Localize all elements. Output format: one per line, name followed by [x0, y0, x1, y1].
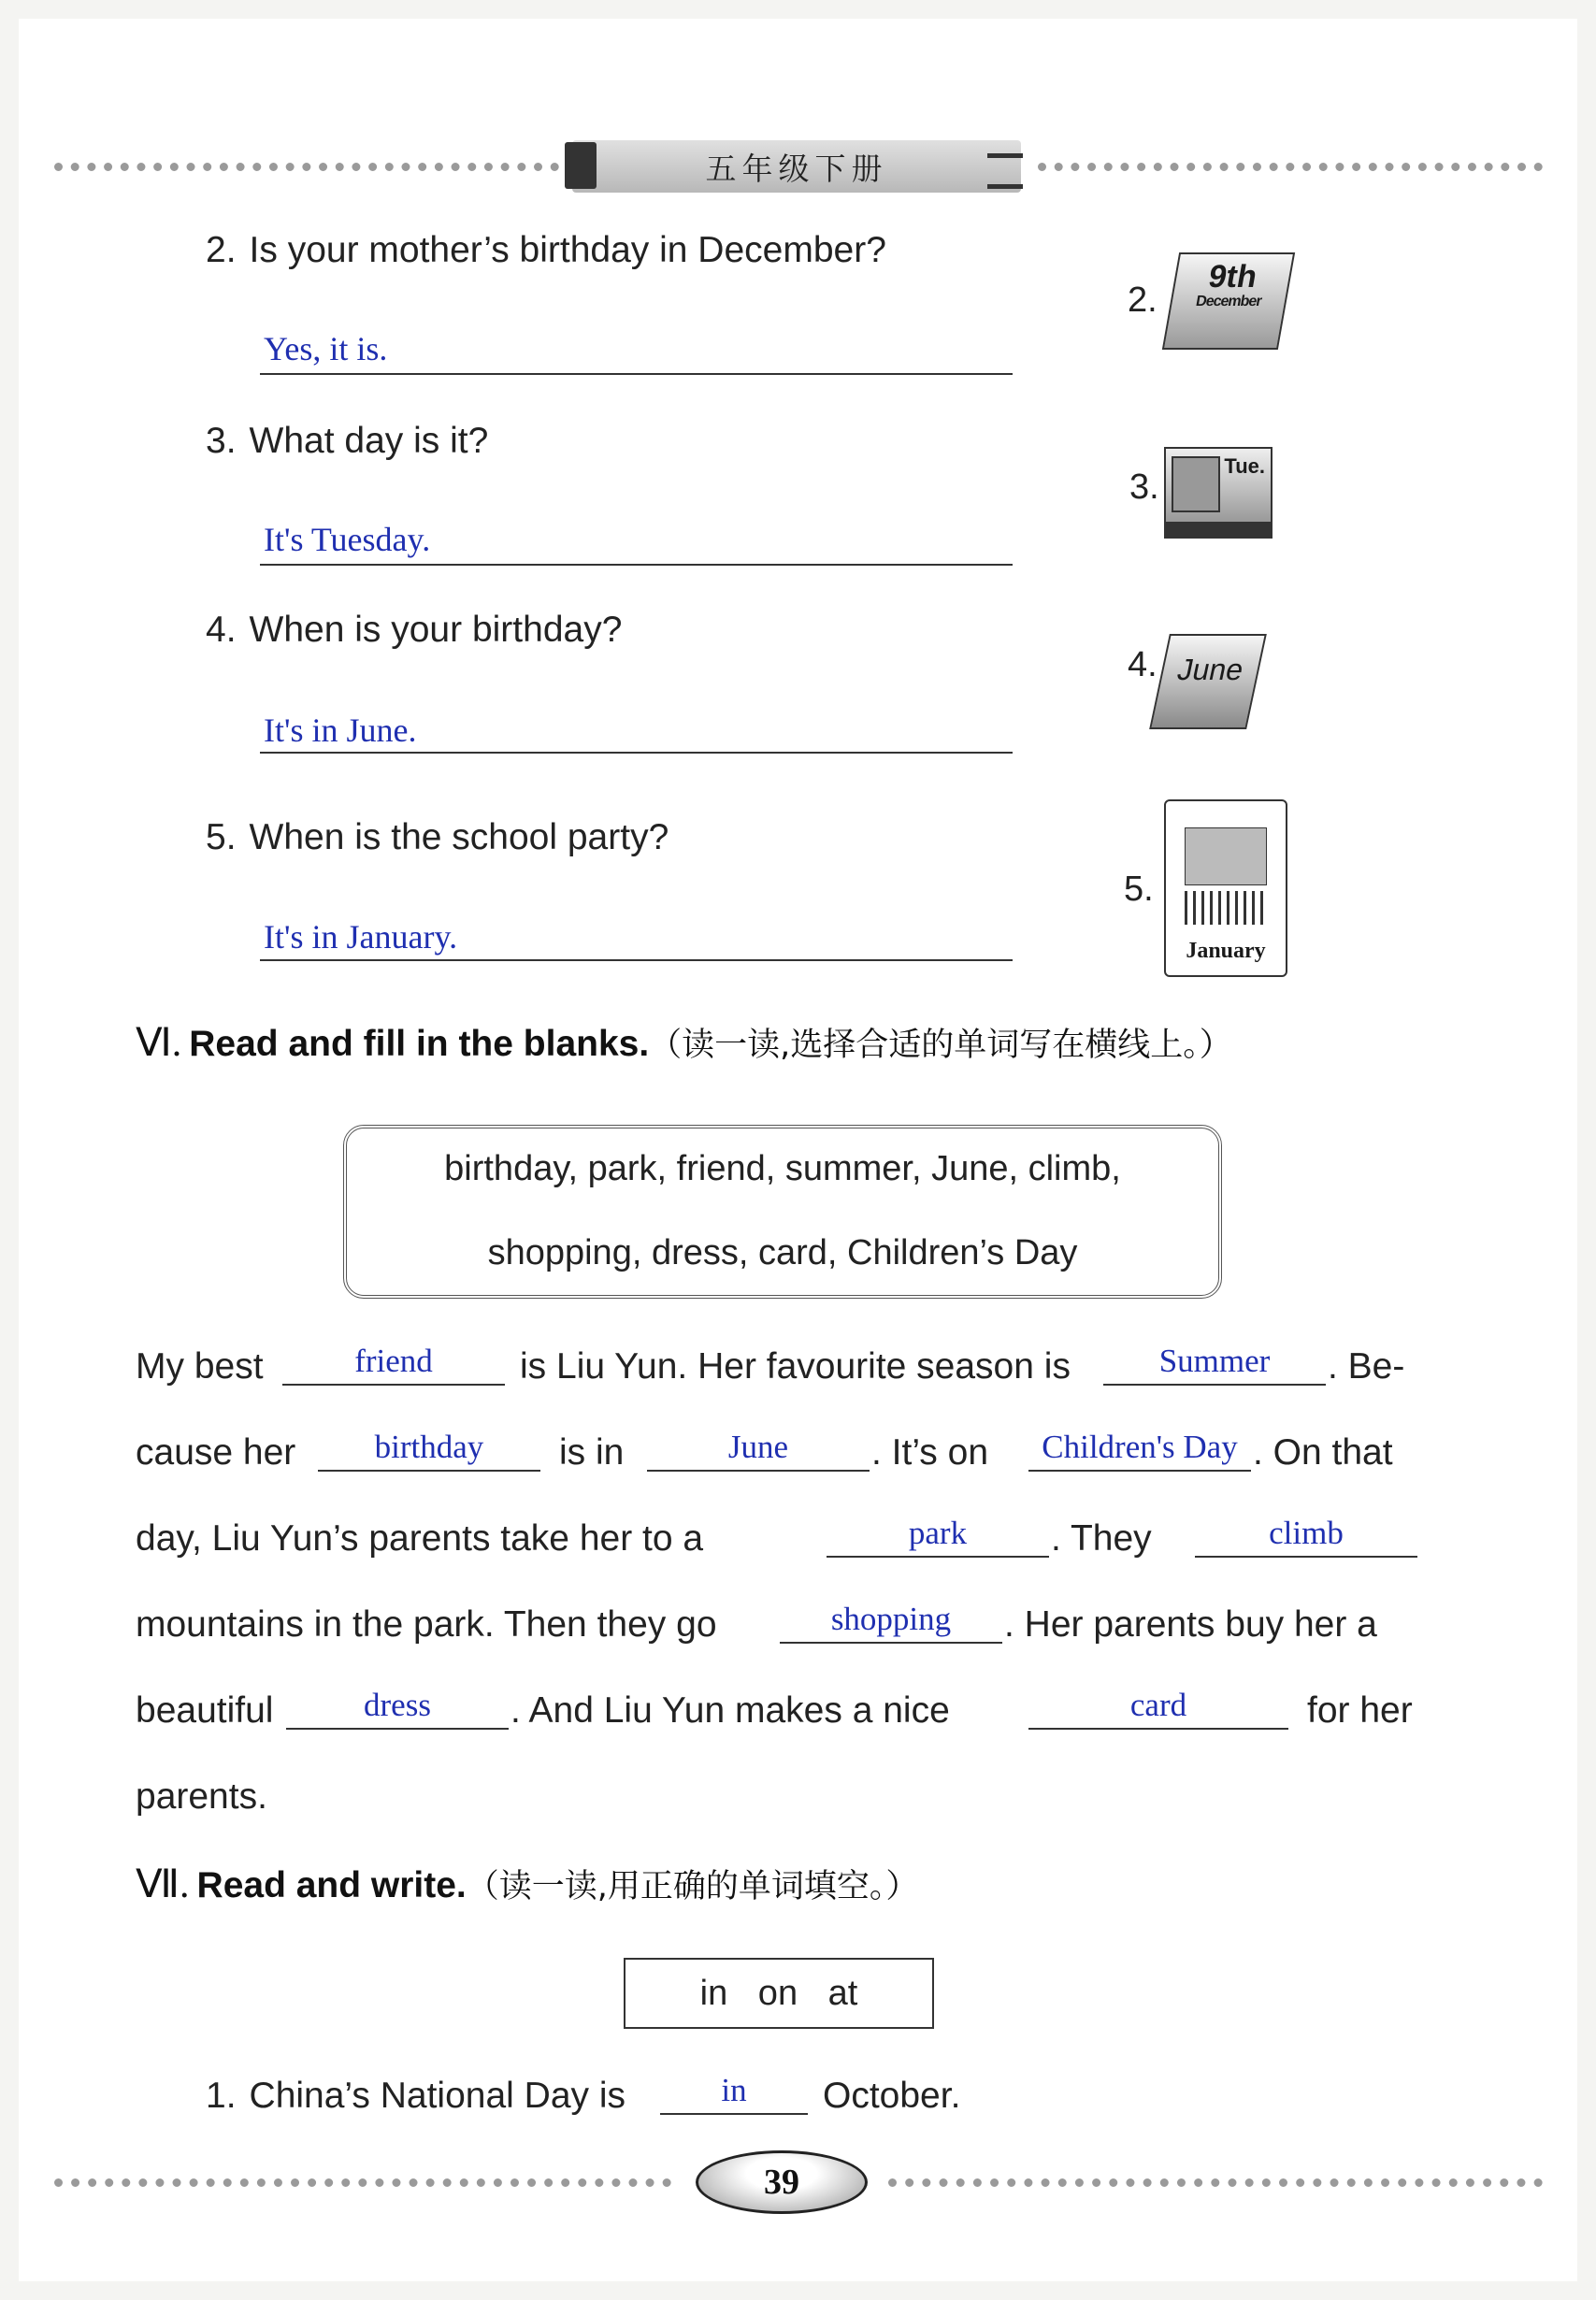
- answer-4: It's in June.: [264, 712, 417, 749]
- page-number: 39: [696, 2150, 868, 2214]
- header-dots-left: [54, 163, 559, 171]
- passage-text: . Be-: [1328, 1346, 1405, 1387]
- answer-2: Yes, it is.: [264, 330, 388, 367]
- picture-label-5: 5.: [1124, 870, 1154, 909]
- blank-park[interactable]: park: [827, 1515, 1049, 1558]
- blank-climb[interactable]: climb: [1195, 1515, 1417, 1558]
- calendar-9th-december-picture: 9th December: [1162, 252, 1295, 350]
- choice-box: in on at: [624, 1958, 934, 2029]
- footer-dots-left: [54, 2178, 671, 2187]
- blank-june[interactable]: June: [647, 1429, 870, 1472]
- question-3: 3. What day is it?: [206, 421, 489, 461]
- section-7-title: Ⅶ. Read and write.（读一读,用正确的单词填空。）: [136, 1863, 919, 1906]
- passage-text: . And Liu Yun makes a nice: [510, 1690, 950, 1731]
- passage-text: is Liu Yun. Her favourite season is: [520, 1346, 1071, 1387]
- blank-dress[interactable]: dress: [286, 1687, 509, 1730]
- footer-dots-right: [888, 2178, 1543, 2187]
- answer-5: It's in January.: [264, 918, 458, 956]
- blank-friend[interactable]: friend: [282, 1343, 505, 1386]
- word-bank-line-1: birthday, park, friend, summer, June, climb,: [444, 1149, 1121, 1188]
- calendar-june-picture: June: [1149, 634, 1267, 729]
- question-7-1-end: October.: [823, 2076, 961, 2116]
- passage-text: beautiful: [136, 1690, 274, 1731]
- blank-card[interactable]: card: [1028, 1687, 1288, 1730]
- desk-calendar-tuesday-picture: Tue.: [1164, 447, 1272, 539]
- book-title-banner: [572, 140, 1021, 193]
- question-5: 5. When is the school party?: [206, 817, 669, 857]
- blank-childrens-day[interactable]: Children's Day: [1028, 1429, 1251, 1472]
- header-dots-right: [1038, 163, 1543, 171]
- question-4: 4. When is your birthday?: [206, 610, 623, 650]
- word-bank-line-2: shopping, dress, card, Children’s Day: [487, 1233, 1078, 1272]
- word-bank-box: [343, 1125, 1222, 1299]
- picture-label-2: 2.: [1128, 280, 1157, 320]
- answer-3: It's Tuesday.: [264, 521, 431, 558]
- passage-text: My best: [136, 1346, 264, 1387]
- passage-text: mountains in the park. Then they go: [136, 1604, 717, 1645]
- picture-label-4: 4.: [1128, 645, 1157, 684]
- passage-text: . Her parents buy her a: [1004, 1604, 1377, 1645]
- blank-birthday[interactable]: birthday: [318, 1429, 540, 1472]
- question-2: 2. Is your mother’s birthday in December?: [206, 230, 886, 270]
- blank-shopping[interactable]: shopping: [780, 1601, 1002, 1644]
- book-title: 五年级下册: [705, 150, 888, 187]
- passage-text: for her: [1307, 1690, 1413, 1731]
- book-icon: [565, 142, 597, 189]
- book-icon-right: [987, 153, 1023, 189]
- passage-text: day, Liu Yun’s parents take her to a: [136, 1518, 704, 1559]
- blank-summer[interactable]: Summer: [1103, 1343, 1326, 1386]
- picture-label-3: 3.: [1129, 467, 1159, 507]
- passage-text: parents.: [136, 1776, 267, 1817]
- question-7-1: 1. China’s National Day is: [206, 2076, 626, 2116]
- passage-text: is in: [559, 1432, 625, 1473]
- passage-text: . They: [1051, 1518, 1152, 1559]
- blank-national-day[interactable]: in: [660, 2072, 808, 2115]
- passage-text: . It’s on: [871, 1432, 989, 1473]
- passage-text: cause her: [136, 1432, 296, 1473]
- wall-calendar-january-picture: January: [1164, 799, 1287, 977]
- section-6-title: Ⅵ. Read and fill in the blanks.（读一读,选择合适的单词写在横线上。）: [136, 1022, 1232, 1065]
- passage-text: . On that: [1253, 1432, 1393, 1473]
